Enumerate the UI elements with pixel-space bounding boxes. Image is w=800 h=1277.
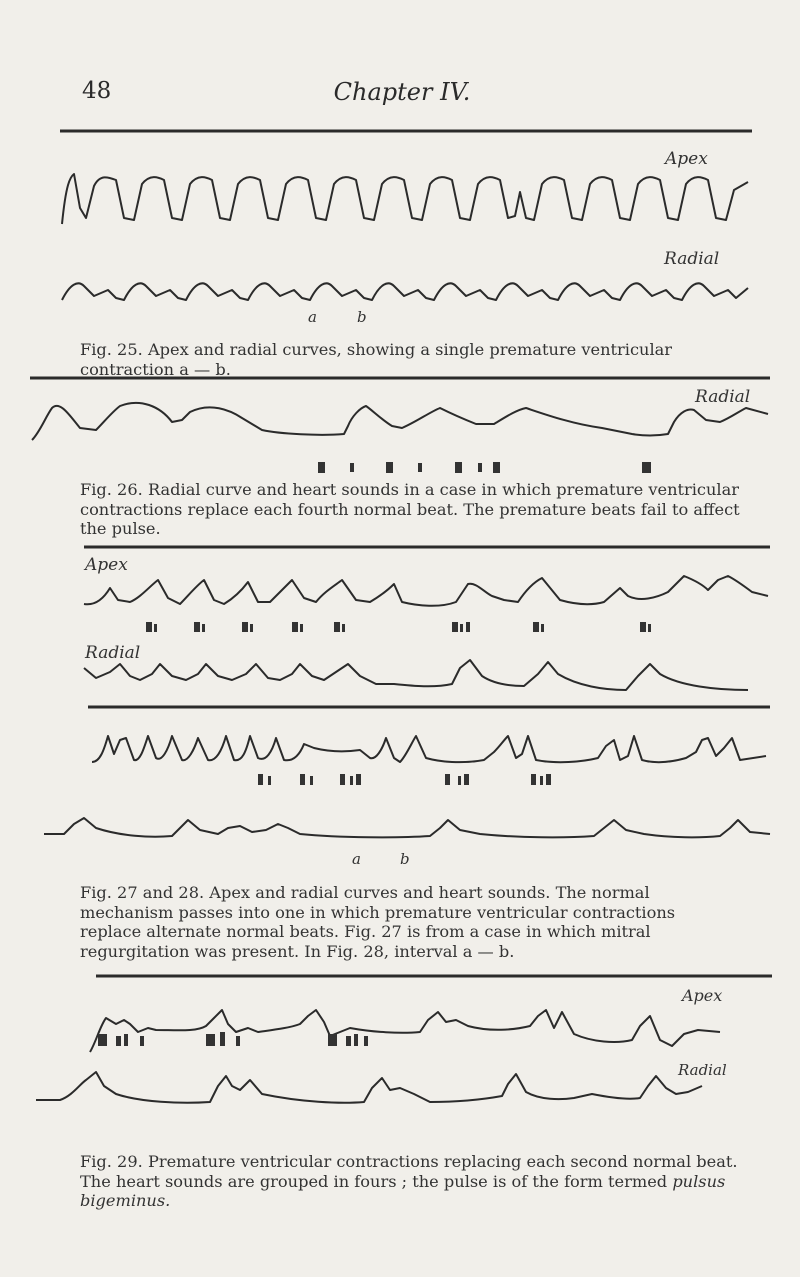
fig29-heart-sounds [98, 1032, 368, 1046]
figure-29-caption [80, 1152, 740, 1211]
fig29-radial-curve [36, 1072, 702, 1103]
fig29-radial-label: Radial [678, 1061, 727, 1079]
fig29-caption-text: Premature ventricular contractions replacing each second normal beat. The heart sounds are grouped in fours ; the pulse is of the form termed [80, 1152, 738, 1191]
fig25-radial-curve [62, 283, 748, 300]
fig28-marker-a: a [352, 850, 361, 868]
figure-26-tracing [0, 372, 800, 450]
figure-25-tracing [0, 122, 800, 337]
fig28-radial-curve [44, 818, 770, 837]
fig28-marker-b: b [400, 850, 410, 868]
fig29-caption-lead: Fig. 29. [80, 1152, 143, 1171]
fig28-heart-sounds [258, 774, 551, 785]
fig27-radial-curve [84, 660, 748, 690]
fig27-apex-label: Apex [85, 555, 128, 575]
fig28-apex-curve [92, 736, 766, 762]
fig25-marker-b: b [357, 308, 367, 326]
fig25-caption-text: Apex and radial curves, showing a single premature ventricular contraction a — b. [80, 340, 673, 379]
figure-27-tracing [0, 540, 800, 700]
fig25-radial-label: Radial [664, 249, 720, 269]
chapter-title: Chapter IV. [333, 78, 471, 106]
page-number: 48 [82, 78, 112, 104]
fig25-apex-curve [62, 174, 748, 224]
figure-26-caption [80, 480, 740, 539]
page-header [82, 78, 722, 114]
fig26-radial-label: Radial [695, 387, 751, 407]
fig29-apex-curve [90, 1010, 720, 1052]
fig27-radial-label: Radial [85, 643, 141, 663]
fig26-caption-text: Radial curve and heart sounds in a case in which premature ventricular contractions replace each fourth normal beat. The premature beats fail to affect the pulse. [80, 480, 740, 538]
fig25-caption-lead: Fig. 25. [80, 340, 143, 359]
fig28-caption-lead: Fig. 27 and 28. [80, 883, 205, 902]
figure-29-tracing [0, 968, 800, 1148]
fig27-apex-curve [84, 576, 768, 606]
fig29-apex-label: Apex [682, 986, 723, 1005]
fig26-radial-curve [32, 403, 768, 440]
fig28-caption-text: Apex and radial curves and heart sounds. The normal mechanism passes into one in which premature ventricular contractions replace alternate normal beats. Fig. 27 is from a case in which mitral regurgitation was present. In Fig. 28, interval a — b. [80, 883, 676, 961]
fig26-heart-sounds [0, 460, 800, 476]
figure-28-tracing [0, 700, 800, 870]
fig25-apex-label: Apex [665, 149, 708, 169]
figure-27-28-caption [80, 883, 740, 961]
fig26-caption-lead: Fig. 26. [80, 480, 143, 499]
fig29-caption-term: pulsus bigeminus. [80, 1171, 726, 1210]
fig27-heart-sounds [146, 622, 651, 632]
fig25-marker-a: a [308, 308, 317, 326]
